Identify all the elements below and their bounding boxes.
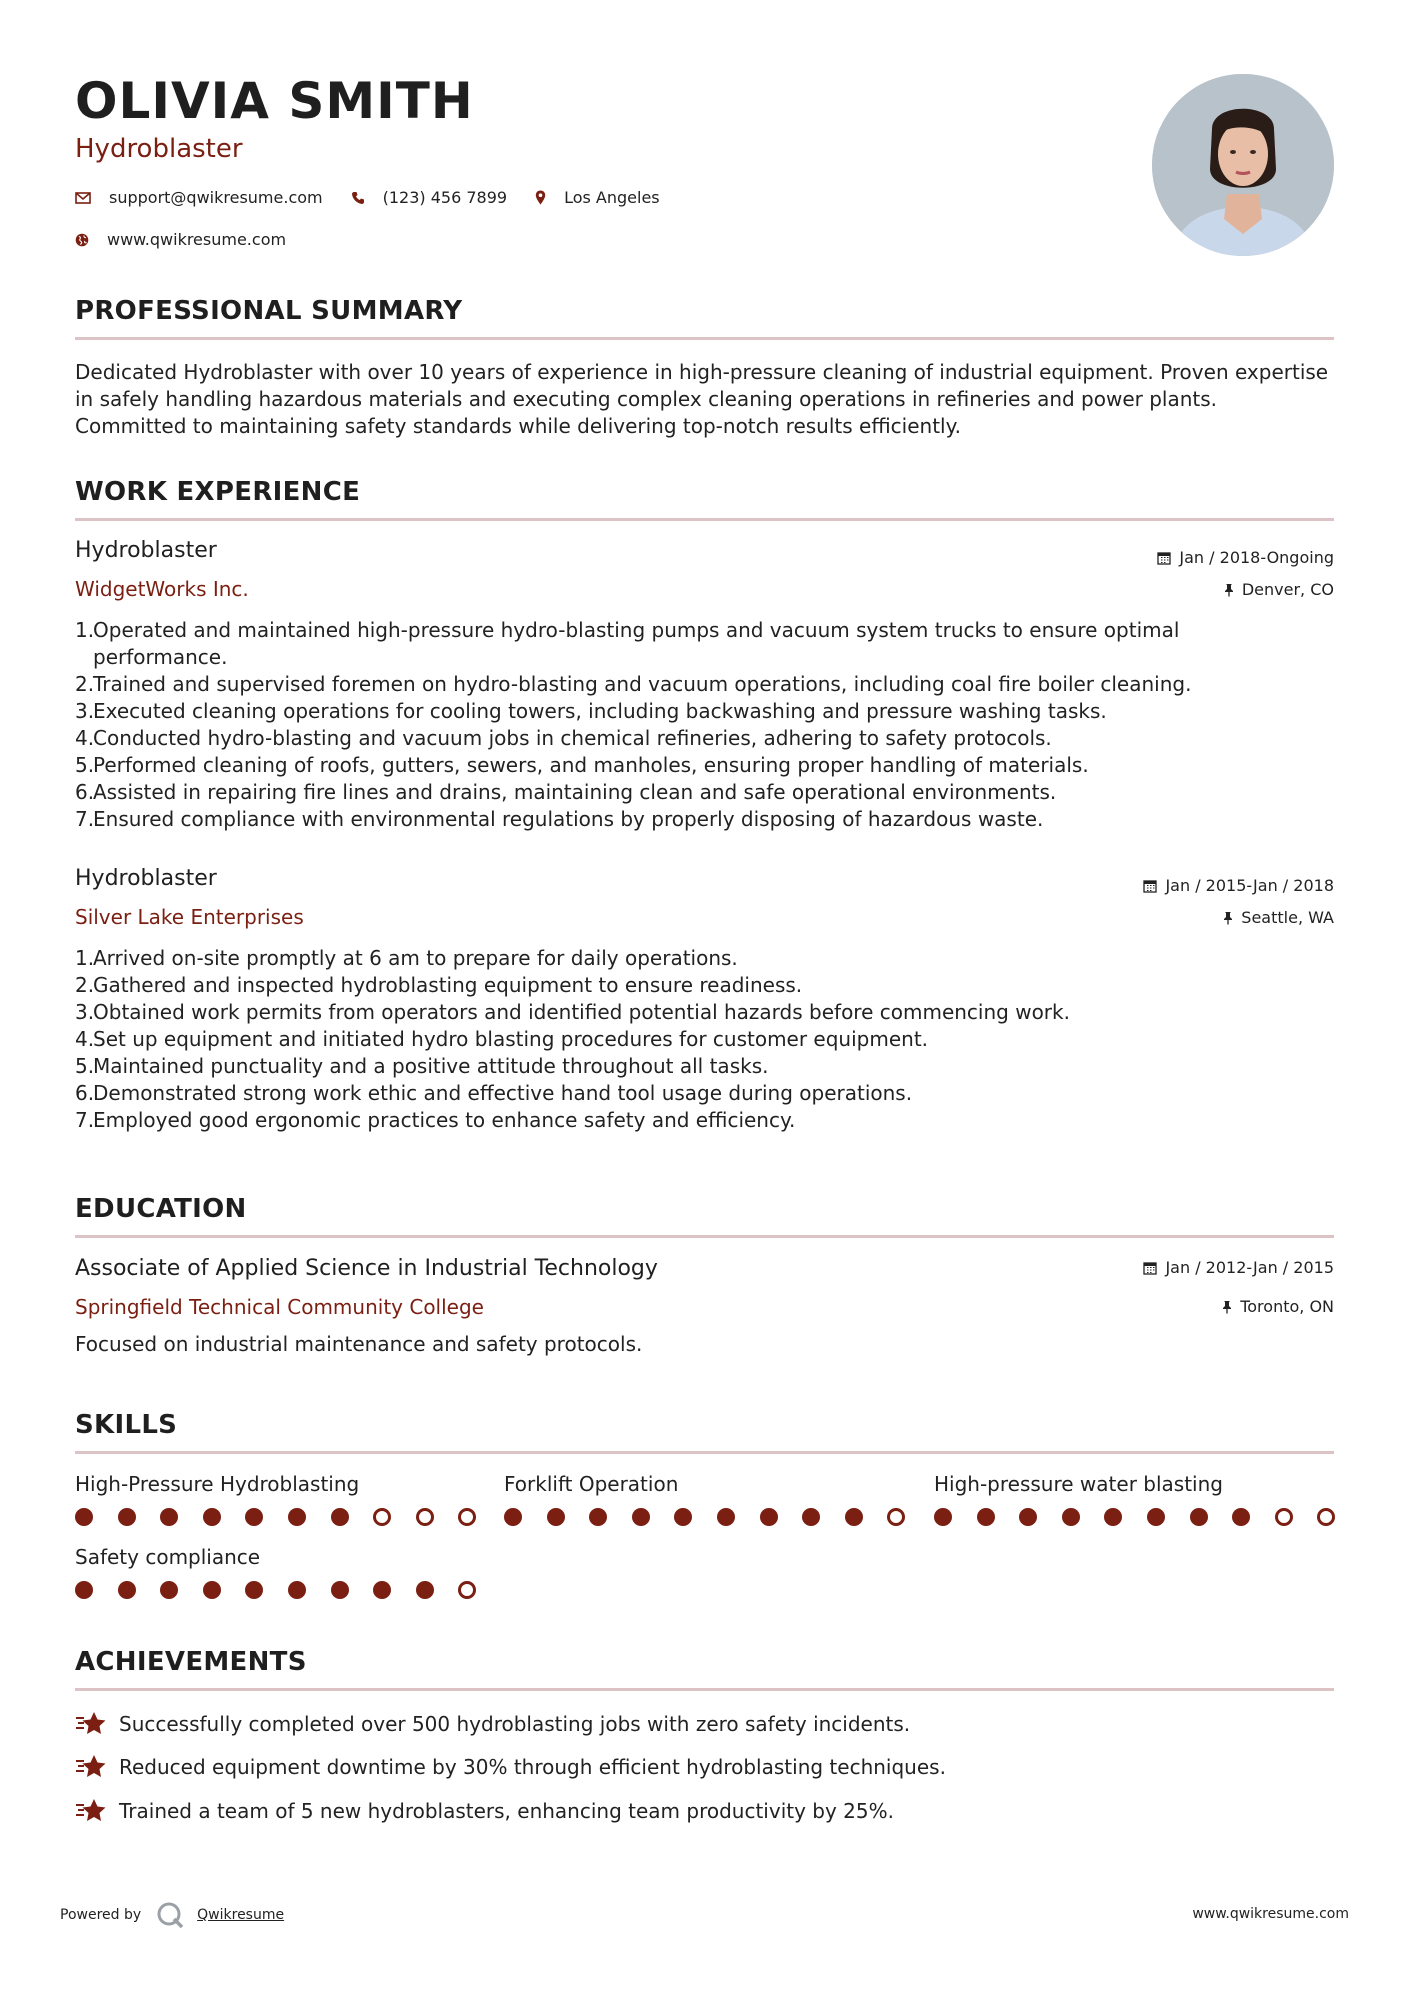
envelope-icon [75,192,91,204]
list-item: 5. Maintained punctuality and a positive attitude throughout all tasks. [75,1054,769,1078]
qwikresume-link[interactable]: Qwikresume [197,1907,285,1923]
experience-divider [75,518,1334,521]
list-item: 7. Employed good ergonomic practices to enhance safety and efficiency. [75,1108,796,1132]
skill-dot [547,1508,565,1526]
job-1-role: Hydroblaster [75,538,217,563]
skill-dot [331,1581,349,1599]
skill-dot [160,1581,178,1599]
skill-dot [717,1508,735,1526]
skill-dot [373,1508,391,1526]
skill-dot [1190,1508,1208,1526]
skill-dot [458,1508,476,1526]
education-degree: Associate of Applied Science in Industrial Technology [75,1256,658,1281]
skill-dot [288,1508,306,1526]
list-item: 6. Assisted in repairing fire lines and drains, maintaining clean and safe operational environments. [75,780,1057,804]
star-award-icon [75,1710,107,1738]
skill-dot [416,1508,434,1526]
job-2-role: Hydroblaster [75,866,217,891]
email-text: support@qwikresume.com [109,188,323,207]
skill-dot [1104,1508,1122,1526]
job-2-location-text: Seattle, WA [1241,908,1334,927]
skill-dot [118,1508,136,1526]
achievement-text-1: Successfully completed over 500 hydroblasting jobs with zero safety incidents. [119,1712,911,1736]
pushpin-icon [1223,911,1233,925]
skill-3-name: High-pressure water blasting [934,1472,1223,1496]
experience-heading: WORK EXPERIENCE [75,477,361,507]
skill-dot [1275,1508,1293,1526]
skill-dot [373,1581,391,1599]
skill-dot [977,1508,995,1526]
achievement-item-1 [75,1710,910,1738]
skill-dot [203,1508,221,1526]
list-item: 7. Ensured compliance with environmental regulations by properly disposing of hazardous waste. [75,807,1044,831]
list-item: 2. Gathered and inspected hydroblasting equipment to ensure readiness. [75,973,803,997]
education-description: Focused on industrial maintenance and safety protocols. [75,1332,643,1356]
job-1-location [1224,580,1334,599]
contact-email[interactable] [75,188,323,207]
star-award-icon [75,1797,107,1825]
job-2-company: Silver Lake Enterprises [75,905,304,929]
job-1-location-text: Denver, CO [1241,580,1334,599]
footer-powered-by [60,1900,284,1930]
phone-text: (123) 456 7899 [382,188,508,207]
skill-dot [118,1581,136,1599]
contact-website[interactable] [75,230,286,249]
star-award-icon [75,1753,107,1781]
list-item: 5. Performed cleaning of roofs, gutters, sewers, and manholes, ensuring proper handling of materials. [75,753,1089,777]
skill-dot [288,1581,306,1599]
education-location-text: Toronto, ON [1240,1297,1334,1316]
list-item: 6. Demonstrated strong work ethic and effective hand tool usage during operations. [75,1081,913,1105]
education-heading: EDUCATION [75,1194,247,1224]
job-1-bullets [75,617,1305,833]
summary-divider [75,337,1334,340]
skill-dot [1062,1508,1080,1526]
job-1-company: WidgetWorks Inc. [75,577,249,601]
skill-dot [1147,1508,1165,1526]
contact-row-1 [75,188,688,207]
skill-dot [934,1508,952,1526]
job-2-dates [1143,876,1334,895]
skill-4-name: Safety compliance [75,1545,261,1569]
pushpin-icon [1224,583,1234,597]
skill-dot [589,1508,607,1526]
skill-dot [802,1508,820,1526]
skill-1-name: High-Pressure Hydroblasting [75,1472,360,1496]
list-item: 3. Executed cleaning operations for cooling towers, including backwashing and pressure washing tasks. [75,699,1107,723]
footer-website[interactable]: www.qwikresume.com [1192,1906,1349,1922]
skill-dot [75,1581,93,1599]
achievement-text-2: Reduced equipment downtime by 30% through efficient hydroblasting techniques. [119,1755,946,1779]
powered-by-label: Powered by [60,1907,142,1923]
skill-dot [887,1508,905,1526]
job-1-dates-text: Jan / 2018-Ongoing [1179,548,1334,567]
education-location [1222,1297,1334,1316]
list-item: 1. Arrived on-site promptly at 6 am to prepare for daily operations. [75,946,738,970]
achievement-text-3: Trained a team of 5 new hydroblasters, enhancing team productivity by 25%. [119,1799,894,1823]
list-item: 4. Conducted hydro-blasting and vacuum jobs in chemical refineries, adhering to safety protocols. [75,726,1052,750]
calendar-icon [1157,551,1171,565]
website-text: www.qwikresume.com [107,230,287,249]
education-dates [1143,1258,1334,1277]
map-pin-icon [535,190,546,205]
skill-dot [331,1508,349,1526]
achievement-item-3 [75,1797,894,1825]
skill-dot [203,1581,221,1599]
location-text: Los Angeles [564,188,660,207]
education-dates-text: Jan / 2012-Jan / 2015 [1165,1258,1334,1277]
skill-dot [1317,1508,1335,1526]
list-item: 4. Set up equipment and initiated hydro blasting procedures for customer equipment. [75,1027,929,1051]
summary-heading: PROFESSIONAL SUMMARY [75,296,463,326]
skill-dot [458,1581,476,1599]
skill-dot [674,1508,692,1526]
skills-heading: SKILLS [75,1410,178,1440]
skill-dot [75,1508,93,1526]
skill-dot [1019,1508,1037,1526]
contact-location [535,188,660,207]
calendar-icon [1143,879,1157,893]
skill-dot [632,1508,650,1526]
summary-text: Dedicated Hydroblaster with over 10 years of experience in high-pressure cleaning of industrial equipment. Proven expertise in safely handling hazardous materials and executing complex cleaning operations in refineries and power plants. Committed to maintaining safety standards while delivering top-notch results efficiently. [75,360,1329,438]
job-2-bullets [75,945,1305,1134]
job-1-dates [1157,548,1334,567]
education-divider [75,1235,1334,1238]
skill-dot [160,1508,178,1526]
job-2-dates-text: Jan / 2015-Jan / 2018 [1165,876,1334,895]
skill-dot [1232,1508,1250,1526]
candidate-name: OLIVIA SMITH [75,72,474,130]
pushpin-icon [1222,1300,1232,1314]
skill-2-name: Forklift Operation [504,1472,679,1496]
skill-dot [760,1508,778,1526]
achievements-divider [75,1688,1334,1691]
skills-divider [75,1451,1334,1454]
phone-icon [351,191,365,205]
contact-phone[interactable] [351,188,507,207]
qwikresume-logo-icon [155,1900,185,1930]
skill-dot [245,1508,263,1526]
list-item: 3. Obtained work permits from operators and identified potential hazards before commencing work. [75,1000,1070,1024]
achievements-heading: ACHIEVEMENTS [75,1647,307,1677]
profile-photo-image [1152,74,1334,256]
skill-dot [845,1508,863,1526]
contact-row-2 [75,230,314,249]
list-item: 2. Trained and supervised foremen on hydro-blasting and vacuum operations, including coal fire boiler cleaning. [75,672,1192,696]
skill-dot [245,1581,263,1599]
calendar-icon [1143,1261,1157,1275]
skill-dot [416,1581,434,1599]
achievement-item-2 [75,1753,946,1781]
profile-photo [1152,74,1334,256]
skill-dot [504,1508,522,1526]
job-2-location [1223,908,1334,927]
education-school: Springfield Technical Community College [75,1295,484,1319]
globe-icon [75,233,89,247]
list-item: 1. Operated and maintained high-pressure hydro-blasting pumps and vacuum system trucks to ensure optimal performance. [75,618,1180,669]
candidate-title: Hydroblaster [75,134,243,164]
